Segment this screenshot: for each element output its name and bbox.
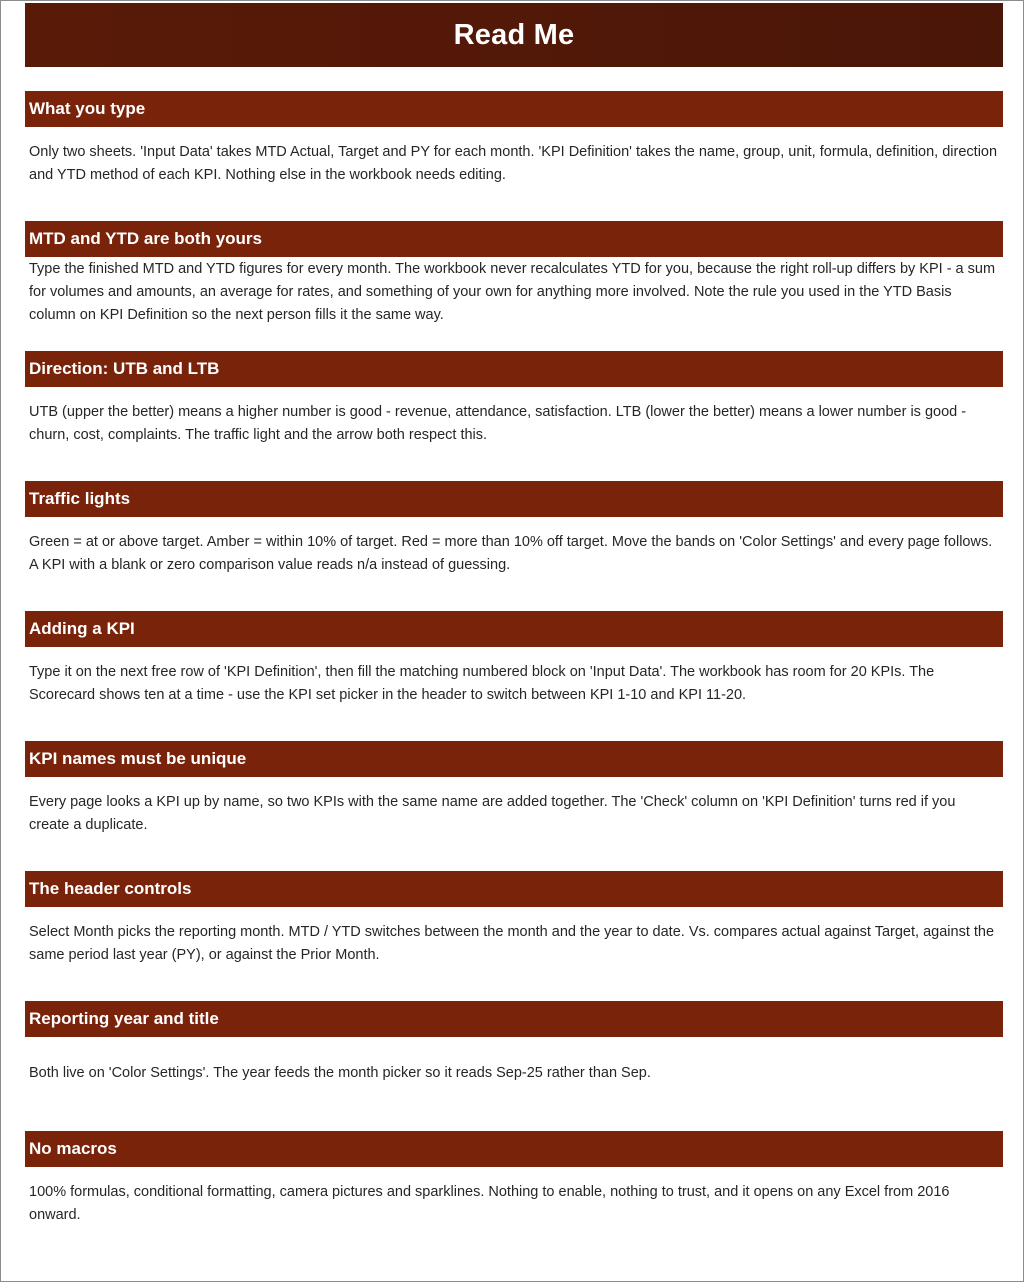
section-heading-reporting-year: Reporting year and title (25, 1001, 1003, 1037)
section-heading-no-macros: No macros (25, 1131, 1003, 1167)
section-heading-traffic-lights: Traffic lights (25, 481, 1003, 517)
section-heading-direction: Direction: UTB and LTB (25, 351, 1003, 387)
section-body-no-macros: 100% formulas, conditional formatting, camera pictures and sparklines. Nothing to enable, nothing to trust, and it opens on any Excel from 2016 onward. (29, 1184, 950, 1223)
section-body-reporting-year: Both live on 'Color Settings'. The year feeds the month picker so it reads Sep-25 rather than Sep. (29, 1065, 651, 1081)
section-body-traffic-lights: Green = at or above target. Amber = within 10% of target. Red = more than 10% off target. Move the bands on 'Color Settings' and every page follows. A KPI with a blank or zero comparison value reads n/a instead of guessing. (29, 534, 993, 573)
section-body-header-controls: Select Month picks the reporting month. MTD / YTD switches between the month and the year to date. Vs. compares actual against Target, against the same period last year (PY), or against the Prior Month. (29, 924, 995, 963)
section-heading-unique-names: KPI names must be unique (25, 741, 1003, 777)
section-heading-adding-kpi: Adding a KPI (25, 611, 1003, 647)
section-body-adding-kpi: Type it on the next free row of 'KPI Definition', then fill the matching numbered block on 'Input Data'. The workbook has room for 20 KPIs. The Scorecard shows ten at a time - use the KPI set picker in the header to switch between KPI 1-10 and KPI 11-20. (29, 664, 935, 703)
section-heading-what-you-type: What you type (25, 91, 1003, 127)
section-body-what-you-type: Only two sheets. 'Input Data' takes MTD Actual, Target and PY for each month. 'KPI Definition' takes the name, group, unit, formula, definition, direction and YTD method of each KPI. Nothing else in the workbook needs editing. (29, 144, 998, 183)
page-title: Read Me (25, 3, 1003, 67)
section-body-direction: UTB (upper the better) means a higher number is good - revenue, attendance, satisfaction. LTB (lower the better) means a lower number is good - churn, cost, complaints. The traffic light and the arrow both respect this. (29, 404, 967, 443)
section-heading-header-controls: The header controls (25, 871, 1003, 907)
section-body-unique-names: Every page looks a KPI up by name, so two KPIs with the same name are added together. The 'Check' column on 'KPI Definition' turns red if you create a duplicate. (29, 794, 956, 833)
section-heading-mtd-ytd: MTD and YTD are both yours (25, 221, 1003, 257)
section-body-mtd-ytd: Type the finished MTD and YTD figures for every month. The workbook never recalculates YTD for you, because the right roll-up differs by KPI - a sum for volumes and amounts, an average for rates, and something of your own for anything more involved. Note the rule you used in the YTD Basis column on KPI Definition so the next person fills it the same way. (29, 261, 996, 323)
